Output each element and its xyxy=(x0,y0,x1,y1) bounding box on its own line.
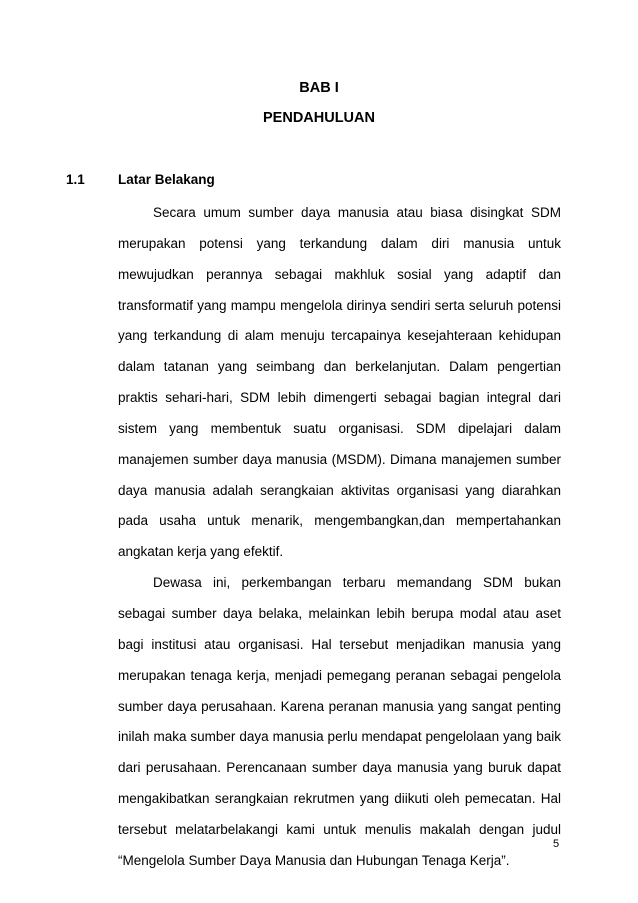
chapter-title: PENDAHULUAN xyxy=(263,110,375,126)
body-text xyxy=(118,198,561,877)
page-number: 5 xyxy=(553,838,560,850)
paragraph-1: Secara umum sumber daya manusia atau biasa disingkat SDM merupakan potensi yang terkandung dalam diri manusia untuk mewujudkan perannya sebagai makhluk sosial yang adaptif dan transformatif yang mampu mengelola dirinya sendiri serta seluruh potensi yang terkandung di alam menuju tercapainya kesejahteraan kehidupan dalam tatanan yang seimbang dan berkelanjutan. Dalam pengertian praktis sehari-hari, SDM lebih dimengerti sebagai bagian integral dari sistem yang membentuk suatu organisasi. SDM dipelajari dalam manajemen sumber daya manusia (MSDM). Dimana manajemen sumber daya manusia adalah serangkaian aktivitas organisasi yang diarahkan pada usaha untuk menarik, mengembangkan,dan mempertahankan angkatan kerja yang efektif. xyxy=(118,205,561,560)
section-title: Latar Belakang xyxy=(118,172,215,187)
paragraph-2: Dewasa ini, perkembangan terbaru memandang SDM bukan sebagai sumber daya belaka, melainkan lebih berupa modal atau aset bagi institusi atau organisasi. Hal tersebut menjadikan manusia yang merupakan tenaga kerja, menjadi pemegang peranan sebagai pengelola sumber daya perusahaan. Karena peranan manusia yang sangat penting inilah maka sumber daya manusia perlu mendapat pengelolaan yang baik dari perusahaan. Perencanaan sumber daya manusia yang buruk dapat mengakibatkan serangkaian rekrutmen yang diikuti oleh pemecatan. Hal tersebut melatarbelakangi kami untuk menulis makalah dengan judul “Mengelola Sumber Daya Manusia dan Hubungan Tenaga Kerja”. xyxy=(118,575,561,868)
section-number: 1.1 xyxy=(66,172,85,187)
chapter-number: BAB I xyxy=(299,80,339,96)
